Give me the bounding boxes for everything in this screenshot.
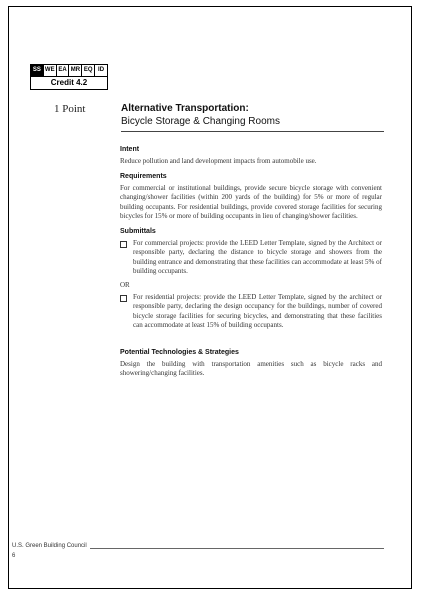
page-title: Alternative Transportation:	[121, 103, 249, 114]
tab-ea: EA	[57, 65, 70, 76]
requirements-text: For commercial or institutional buildings, provide secure bicycle storage with convenient changing/shower facilities (within 200 yards of the building) for 5% or more of regular building occupants. For residential buildings, provide covered storage facilities for securing bicycles for 15% or more of building occupants in lieu of changing/shower facilities.	[120, 183, 382, 220]
points-label: 1 Point	[54, 103, 86, 115]
submittal-item	[120, 239, 382, 277]
submittal-text: For residential projects: provide the LEED Letter Template, signed by the architect or responsible party, declaring the design occupancy for the buildings, number of covered bicycle storage facilities for securing bicycles, and demonstrating that these facilities can accommodate at least 15% of building occupants.	[133, 292, 382, 329]
category-tabs	[31, 65, 107, 77]
checkbox-icon	[120, 241, 127, 248]
strategies-text: Design the building with transportation amenities such as bicycle racks and showering/changing facilities.	[120, 359, 382, 377]
page-number: 6	[12, 553, 16, 559]
title-block	[121, 102, 384, 132]
footer-organization: U.S. Green Building Council	[12, 543, 90, 549]
page-subtitle: Bicycle Storage & Changing Rooms	[121, 115, 384, 132]
tab-we: WE	[44, 65, 57, 76]
tab-id: ID	[98, 67, 105, 73]
requirements-heading: Requirements	[120, 172, 167, 180]
main-content	[120, 146, 382, 385]
credit-number: Credit 4.2	[50, 78, 88, 87]
strategies-heading: Potential Technologies & Strategies	[120, 348, 239, 356]
submittal-text: For commercial projects: provide the LEED Letter Template, signed by the Architect or responsible party, declaring the distance to bicycle storage and showers from the building entrance and demonstrating that these facilities can accommodate at least 5% of building occupants.	[133, 238, 382, 275]
credit-box	[30, 64, 108, 90]
or-label: OR	[120, 280, 130, 289]
checkbox-icon	[120, 295, 127, 302]
submittals-heading: Submittals	[120, 227, 156, 235]
intent-heading: Intent	[120, 146, 140, 153]
submittal-item	[120, 293, 382, 331]
tab-eq: EQ	[82, 65, 95, 76]
spacer	[120, 335, 382, 349]
tab-ss: SS	[31, 65, 44, 76]
intent-text: Reduce pollution and land development impacts from automobile use.	[120, 157, 317, 165]
tab-mr: MR	[69, 65, 82, 76]
